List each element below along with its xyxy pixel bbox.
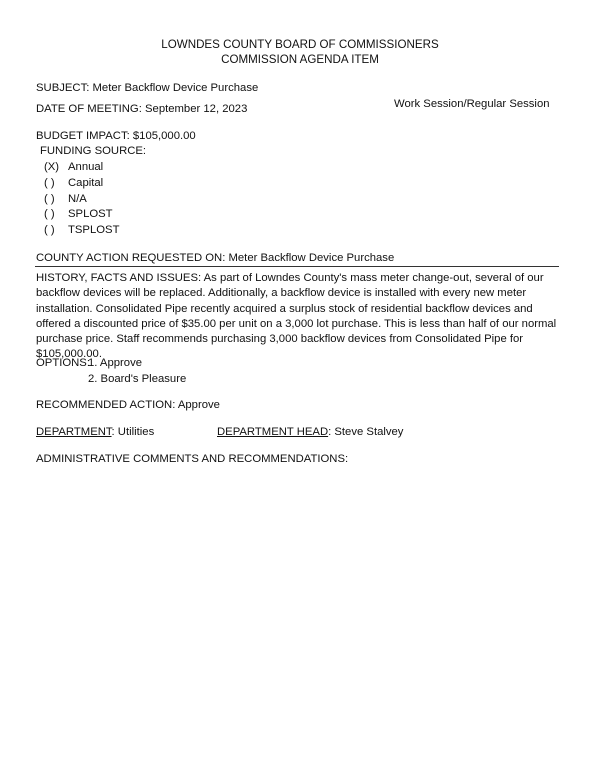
funding-item-tsplost <box>44 223 119 238</box>
action-requested: COUNTY ACTION REQUESTED ON: Meter Backflow Device Purchase <box>36 252 395 264</box>
department-head <box>217 425 403 440</box>
funding-source-label: FUNDING SOURCE: <box>40 145 147 157</box>
funding-item-annual <box>44 160 103 175</box>
admin-comments: ADMINISTRATIVE COMMENTS AND RECOMMENDATIONS: <box>36 453 349 465</box>
department-value: : Utilities <box>111 426 155 438</box>
option-approve: 1. Approve <box>88 357 143 369</box>
funding-item-label: SPLOST <box>68 208 113 220</box>
funding-item-na <box>44 192 87 207</box>
option-boards-pleasure: 2. Board's Pleasure <box>88 373 187 385</box>
department-label: DEPARTMENT <box>36 426 112 438</box>
options-label: OPTIONS: <box>36 357 90 369</box>
funding-checkbox: ( ) <box>44 177 55 189</box>
funding-item-label: N/A <box>68 193 87 205</box>
document-header <box>0 37 600 67</box>
budget-impact: BUDGET IMPACT: $105,000.00 <box>36 130 196 142</box>
funding-checkbox: ( ) <box>44 224 55 236</box>
funding-checkbox: ( ) <box>44 193 55 205</box>
header-line-2: COMMISSION AGENDA ITEM <box>221 53 379 66</box>
funding-item-label: Annual <box>68 161 104 173</box>
subject-line: SUBJECT: Meter Backflow Device Purchase <box>36 82 259 94</box>
department <box>36 425 154 440</box>
header-line-1: LOWNDES COUNTY BOARD OF COMMISSIONERS <box>161 38 439 51</box>
department-head-label: DEPARTMENT HEAD <box>217 426 329 438</box>
funding-item-capital <box>44 176 103 191</box>
funding-checkbox: (X) <box>44 161 60 173</box>
funding-item-label: TSPLOST <box>68 224 120 236</box>
funding-item-label: Capital <box>68 177 104 189</box>
funding-checkbox: ( ) <box>44 208 55 220</box>
history-facts-issues: HISTORY, FACTS AND ISSUES: As part of Lowndes County's mass meter change-out, several of our backflow devices will be replaced. Additionally, a backflow device is installed with every new meter installation. Consolidated Pipe recently acquired a surplus stock of residential backflow devices and offered a discounted price of $35.00 per unit on a 3,000 lot purchase. This is less than half of our normal purchase price. Staff recommends purchasing 3,000 backflow devices from Consolidated Pipe for $105,000.00. <box>36 272 557 361</box>
department-head-value: : Steve Stalvey <box>328 426 404 438</box>
session-type: Work Session/Regular Session <box>394 98 550 110</box>
recommended-action: RECOMMENDED ACTION: Approve <box>36 399 220 411</box>
section-divider <box>35 266 559 267</box>
meeting-date: DATE OF MEETING: September 12, 2023 <box>36 103 248 115</box>
funding-item-splost <box>44 207 113 222</box>
